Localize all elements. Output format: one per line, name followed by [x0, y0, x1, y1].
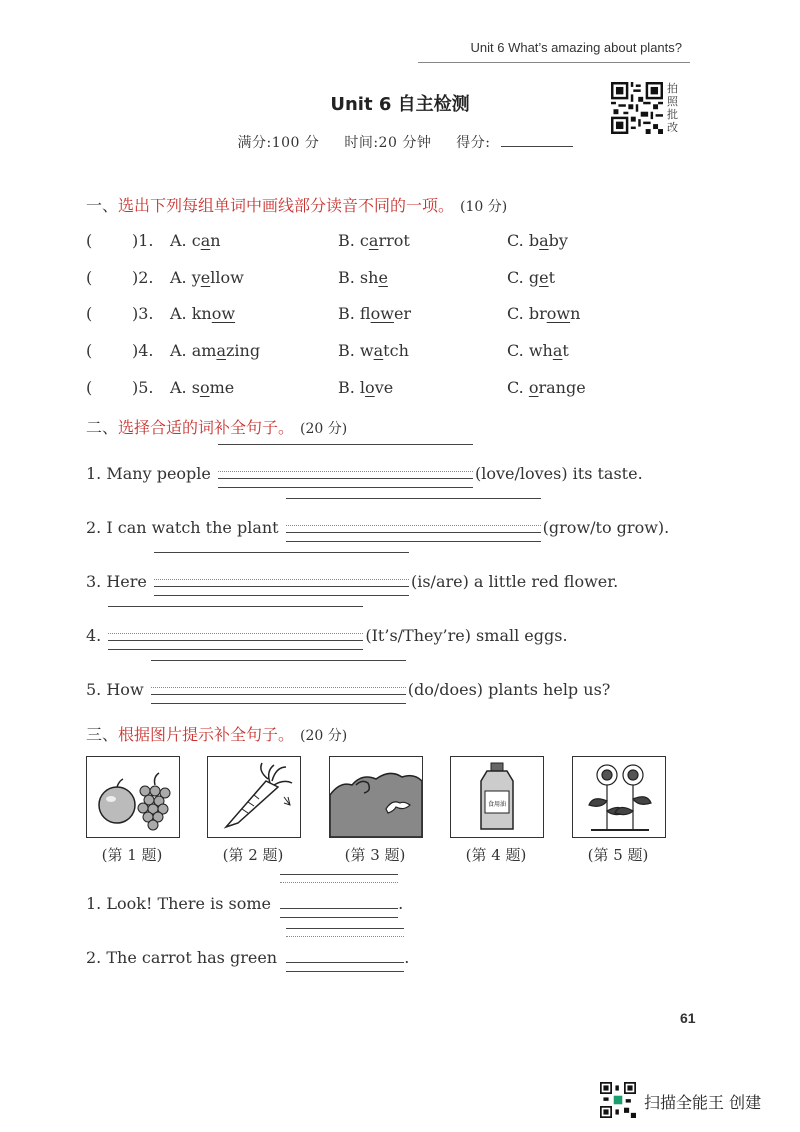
- sentence-end: (do/does) plants help us?: [407, 680, 611, 699]
- option-c: C. what: [507, 341, 569, 360]
- question-row: [86, 231, 706, 255]
- picture-label: (第 5 题): [587, 846, 649, 864]
- picture-label: (第 4 题): [465, 846, 527, 864]
- option-b: B. watch: [338, 341, 409, 360]
- question-row: [86, 341, 706, 365]
- sentence-start: 4.: [86, 626, 107, 645]
- sentence-end: (love/loves) its taste.: [474, 464, 643, 483]
- answer-paren[interactable]: (: [86, 378, 93, 397]
- sentence-start: 2. I can watch the plant: [86, 518, 284, 537]
- section3-text: 根据图片提示补全句子。: [118, 725, 295, 744]
- score-meta: [0, 132, 800, 152]
- fill-sentence: [86, 890, 403, 914]
- fill-sentence: [86, 622, 568, 646]
- fill-sentence: [86, 944, 409, 968]
- option-b: B. carrot: [338, 231, 410, 250]
- section1-text: 选出下列每组单词中画线部分读音不同的一项。: [118, 196, 455, 215]
- section3-score: (20 分): [300, 728, 348, 744]
- scanner-qr-icon: [600, 1082, 636, 1118]
- question-row: [86, 378, 706, 402]
- answer-paren[interactable]: (: [86, 268, 93, 287]
- question-number: )5.: [132, 378, 154, 397]
- sentence-start: 1. Look! There is some: [86, 894, 277, 913]
- question-row: [86, 304, 706, 328]
- answer-paren[interactable]: (: [86, 304, 93, 323]
- sunflower-icon: [572, 756, 666, 838]
- section1-heading: [86, 193, 507, 216]
- answer-blank[interactable]: [286, 514, 541, 533]
- question-number: )3.: [132, 304, 154, 323]
- option-b: B. love: [338, 378, 394, 397]
- answer-paren[interactable]: (: [86, 231, 93, 250]
- footer-watermark: 扫描全能王 创建: [644, 1093, 762, 1112]
- score-label: 得分:: [456, 135, 491, 151]
- header-rule: [418, 62, 690, 63]
- picture-label: (第 2 题): [222, 846, 284, 864]
- fruit-icon: [86, 756, 180, 838]
- bottle-label: 食用油: [487, 801, 507, 808]
- qr-label: 拍照批改: [667, 82, 678, 134]
- carrot-icon: [207, 756, 301, 838]
- section1-number: 一、: [86, 196, 119, 215]
- fill-sentence: [86, 568, 618, 592]
- question-number: )1.: [132, 231, 154, 250]
- sentence-end: .: [404, 948, 410, 967]
- answer-blank[interactable]: [154, 568, 409, 587]
- sentence-end: (is/are) a little red flower.: [410, 572, 619, 591]
- section2-number: 二、: [86, 418, 119, 437]
- sentence-end: (It’s/They’re) small eggs.: [365, 626, 568, 645]
- sentence-start: 2. The carrot has green: [86, 948, 283, 967]
- fill-sentence: [86, 514, 669, 538]
- full-score: 满分:100 分: [237, 135, 320, 151]
- sentence-end: .: [398, 894, 404, 913]
- fill-sentence: [86, 676, 610, 700]
- sentence-start: 3. Here: [86, 572, 152, 591]
- answer-blank[interactable]: [151, 676, 406, 695]
- option-c: C. baby: [507, 231, 568, 250]
- oil-bottle-icon: [450, 756, 544, 838]
- question-row: [86, 268, 706, 292]
- option-a: A. can: [170, 231, 221, 250]
- page-number: 61: [680, 1010, 696, 1026]
- picture-label: (第 3 题): [344, 846, 406, 864]
- section3-heading: [86, 722, 347, 745]
- soil-sprout-icon: [329, 756, 423, 838]
- answer-blank[interactable]: [286, 944, 404, 963]
- section2-heading: [86, 415, 347, 438]
- section2-text: 选择合适的词补全句子。: [118, 418, 295, 437]
- question-number: )2.: [132, 268, 154, 287]
- score-blank[interactable]: [501, 134, 573, 147]
- answer-blank[interactable]: [280, 890, 398, 909]
- time-limit: 时间:20 分钟: [344, 135, 432, 151]
- option-a: A. yellow: [170, 268, 244, 287]
- option-a: A. amazing: [170, 341, 261, 360]
- answer-blank[interactable]: [218, 460, 473, 479]
- option-b: B. flower: [338, 304, 412, 323]
- question-number: )4.: [132, 341, 154, 360]
- sentence-start: 1. Many people: [86, 464, 216, 483]
- section2-score: (20 分): [300, 421, 348, 437]
- option-a: A. some: [170, 378, 235, 397]
- answer-blank[interactable]: [108, 622, 363, 641]
- option-b: B. she: [338, 268, 388, 287]
- unit-header: Unit 6 What’s amazing about plants?: [470, 40, 682, 55]
- section3-number: 三、: [86, 725, 119, 744]
- page-title: Unit 6 自主检测: [330, 94, 470, 115]
- answer-paren[interactable]: (: [86, 341, 93, 360]
- picture-label: (第 1 题): [101, 846, 163, 864]
- section1-score: (10 分): [460, 199, 508, 215]
- option-c: C. get: [507, 268, 555, 287]
- fill-sentence: [86, 460, 643, 484]
- option-a: A. know: [170, 304, 236, 323]
- option-c: C. brown: [507, 304, 581, 323]
- option-c: C. orange: [507, 378, 586, 397]
- sentence-start: 5. How: [86, 680, 149, 699]
- picture-row: [86, 756, 686, 866]
- sentence-end: (grow/to grow).: [542, 518, 670, 537]
